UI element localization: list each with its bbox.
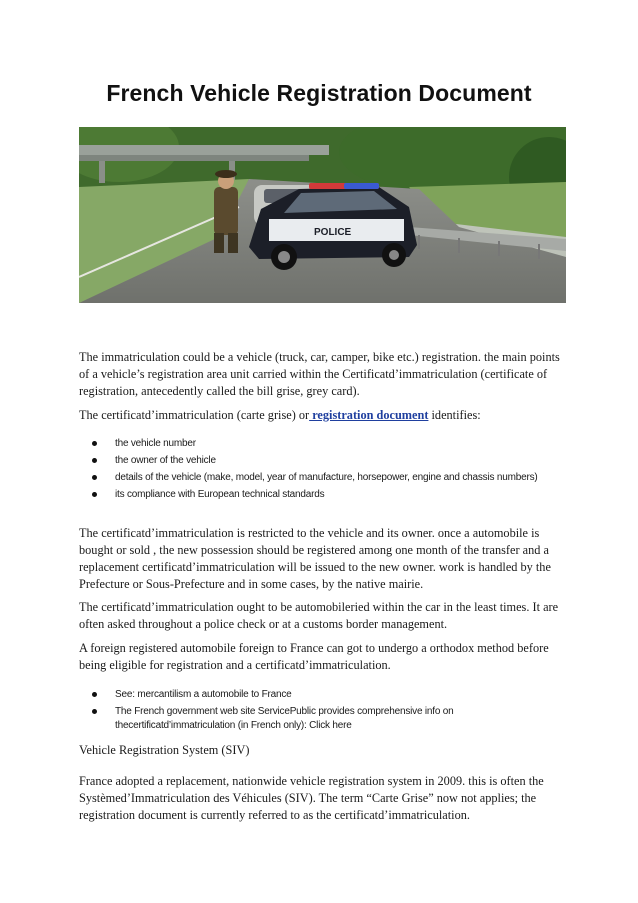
paragraph-identifies — [79, 407, 563, 424]
paragraph-identifies-tail: identifies: — [428, 408, 481, 422]
list-item: the vehicle number — [79, 437, 563, 451]
bullet-icon — [92, 475, 97, 480]
document-title: French Vehicle Registration Document — [106, 80, 532, 106]
list-item: its compliance with European technical standards — [79, 488, 563, 502]
paragraph-foreign: A foreign registered automobile foreign to France can got to undergo a orthodox method before being eligible for registration and a certificatd’immatriculation. — [79, 641, 549, 672]
paragraph-ownership: The certificatd’immatriculation is restricted to the vehicle and its owner. once a automobile is bought or sold , the new possession should be registered among one month of the transfer and a replacement certificatd’immatriculation will be issued to the new owner. work is handled by the Prefecture or Sous-Prefecture and in some cases, by the native mairie. — [79, 526, 551, 591]
see-also-list — [79, 688, 563, 736]
list-item: The French government web site ServicePublic provides comprehensive info on thecertificatd’immatriculation (in French only): Click here — [79, 705, 563, 733]
car-door-text: POLICE — [314, 227, 352, 238]
bullet-icon — [92, 709, 97, 714]
paragraph-carried: The certificatd’immatriculation ought to be automobileried within the car in the least times. It are often asked throughout a police check or at a customs border management. — [79, 600, 559, 631]
police-traffic-stop-photo — [79, 127, 566, 303]
list-item: See: mercantilism a automobile to France — [79, 688, 563, 702]
section-heading-siv: Vehicle Registration System (SIV) — [79, 743, 250, 757]
bullet-icon — [92, 441, 97, 446]
paragraph-intro: The immatriculation could be a vehicle (truck, car, camper, bike etc.) registration. the main points of a vehicle’s registration area unit carried within the Certificatd’immatriculation (certificate of registration, antecedently called the bill grise, grey card). — [79, 350, 560, 398]
list-item: details of the vehicle (make, model, year of manufacture, horsepower, engine and chassis numbers) — [79, 471, 563, 485]
identifies-list — [79, 437, 563, 505]
paragraph-siv: France adopted a replacement, nationwide vehicle registration system in 2009. this is often the Systèmed’Immatriculation des Véhicules (SIV). The term “Carte Grise” now not applies; the registration document is currently referred to as the certificatd’immatriculation. — [79, 774, 544, 822]
bullet-icon — [92, 692, 97, 697]
list-item: the owner of the vehicle — [79, 454, 563, 468]
bullet-icon — [92, 458, 97, 463]
paragraph-identifies-text: The certificatd’immatriculation (carte grise) or — [79, 408, 310, 422]
registration-document-link[interactable]: registration document — [309, 408, 429, 422]
bullet-icon — [92, 492, 97, 497]
